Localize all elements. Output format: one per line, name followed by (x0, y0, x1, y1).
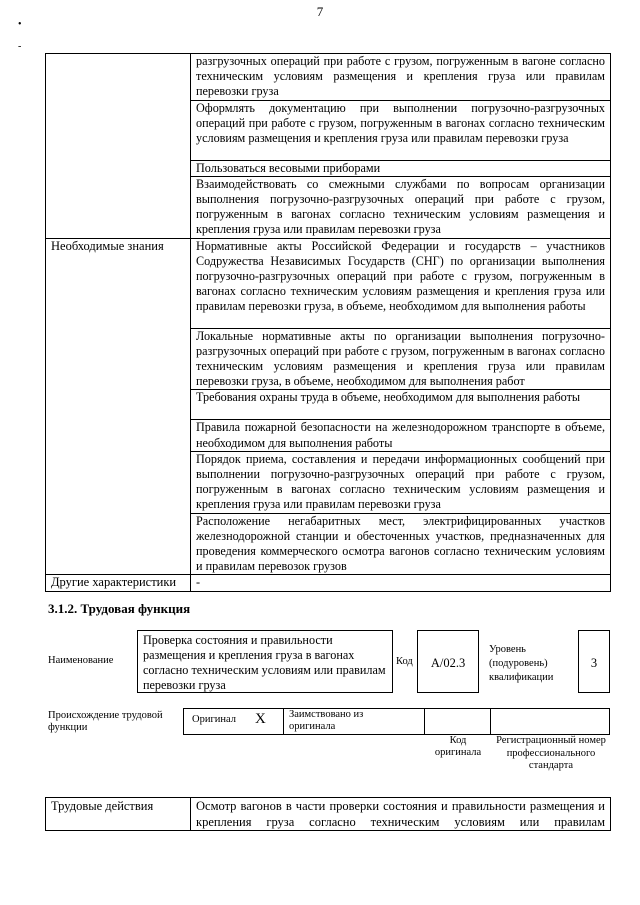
other-characteristics-label: Другие характеристики (46, 575, 191, 591)
labor-actions-label: Трудовые действия (46, 798, 191, 831)
skill-row: разгрузочных операций при работе с грузом, погруженным в вагоне согласно техническим условиям размещения и крепления груза или правилам перевозки груза (191, 54, 611, 101)
borrowed-label: Заимствовано из оригинала (289, 709, 364, 732)
empty-label-cell (46, 54, 191, 239)
margin-mark: • (18, 19, 22, 30)
code-original-caption: Код оригинала (434, 735, 482, 758)
function-name-box: Проверка состояния и правильности размещения и крепления груза в вагонах согласно техническим условиям или правилам перевозки груза (137, 630, 393, 693)
knowledge-row: Расположение негабаритных мест, электрифицированных участков железнодорожной станции и обесточенных участков, предназначенных для проведения коммерческого осмотра вагонов согласно техническим условиям и правилам перевозок грузов (191, 513, 611, 575)
origin-label: Происхождение трудовой функции (48, 710, 163, 733)
knowledge-row: Правила пожарной безопасности на железнодорожном транспорте в объеме, необходимом для выполнения работы (191, 420, 611, 451)
knowledge-label: Необходимые знания (46, 238, 191, 575)
knowledge-row: Нормативные акты Российской Федерации и государств – участников Содружества Независимых Государств (СНГ) по организации выполнения погрузочно-разгрузочных операций при работе с грузом, погруженным в вагонах согласно техническим условиям размещения и крепления груза или правилам перевозки груза, в объеме, необходимом для выполнения работы (191, 238, 611, 328)
level-box: 3 (578, 630, 610, 693)
skill-row: Пользоваться весовыми приборами (191, 160, 611, 176)
level-label: Уровень (подуровень) квалификации (489, 644, 554, 683)
skill-row: Взаимодействовать со смежными службами по вопросам организации выполнения погрузочно-разгрузочных операций при работе с грузом, погруженным в вагонах согласно техническим условиям размещения и крепления груза или правилам перевозки груза (191, 176, 611, 238)
page-number: 7 (316, 4, 324, 19)
divider (424, 708, 425, 735)
section-title: 3.1.2. Трудовая функция (48, 601, 191, 616)
competency-table (45, 53, 611, 592)
divider (283, 708, 284, 735)
margin-mark: - (18, 41, 22, 52)
knowledge-row: Требования охраны труда в объеме, необходимом для выполнения работы (191, 390, 611, 420)
name-label: Наименование (48, 655, 114, 666)
knowledge-row: Порядок приема, составления и передачи информационных сообщений при выполнении погрузочно-разгрузочных операций при работе с грузом, погруженным в вагонах согласно техническим условиям размещения и крепления груза или правилам перевозки груза (191, 451, 611, 513)
registration-caption: Регистрационный номер профессионального стандарта (496, 735, 606, 771)
other-characteristics-value: - (191, 575, 611, 591)
labor-actions-table (45, 797, 611, 831)
original-label: Оригинал (192, 714, 236, 725)
original-checkmark: X (255, 711, 266, 727)
code-box: А/02.3 (417, 630, 479, 693)
divider (490, 708, 491, 735)
labor-action-row: Осмотр вагонов в части проверки состояния и правильности размещения и крепления груза согласно техническим условиям или правилам (191, 798, 611, 831)
knowledge-row: Локальные нормативные акты по организации выполнения погрузочно-разгрузочных операций при работе с грузом, погруженным в вагонах согласно техническим условиям размещения и крепления груза или правилам перевозки груза, в объеме, необходимом для выполнения работ (191, 328, 611, 390)
code-label: Код (396, 656, 413, 667)
skill-row: Оформлять документацию при выполнении погрузочно-разгрузочных операций при работе с грузом, погруженным в вагонах согласно техническим условиям размещения и крепления груза или правилам перевозки груза (191, 100, 611, 160)
